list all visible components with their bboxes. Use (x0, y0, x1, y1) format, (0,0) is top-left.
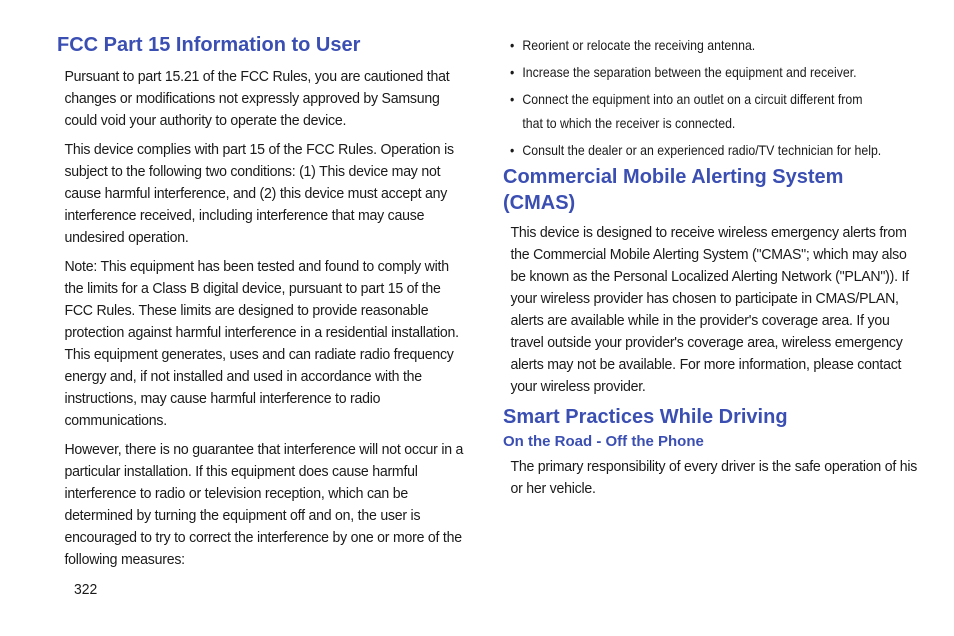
list-item: • Consult the dealer or an experienced radio/TV technician for help. (503, 138, 936, 162)
list-item: • Reorient or relocate the receiving antenna. (503, 33, 936, 57)
bullet-icon: • (510, 142, 515, 158)
interference-measures-list (503, 33, 917, 162)
right-column (503, 33, 917, 500)
bullet-icon: • (510, 91, 515, 107)
left-column (57, 32, 463, 571)
bullet-icon: • (510, 37, 515, 53)
page-number: 322 (74, 581, 98, 598)
smart-practices-heading: Smart Practices While Driving (503, 406, 788, 428)
cmas-paragraph: This device is designed to receive wireless emergency alerts from the Commercial Mobile Alerting System ("CMAS"; which may also be known as the Personal Localized Alerting Network ("PLAN")). If your wireless provider has chosen to participate in CMAS/PLAN, alerts are available while in the provider's coverage area. If you travel outside your provider's coverage area, wireless emergency alerts may not be available. For more information, please contact your wireless provider. (510, 224, 909, 395)
bullet-icon: • (510, 64, 515, 80)
list-item: • Increase the separation between the equipment and receiver. (503, 60, 936, 84)
fcc-paragraph-2: This device complies with part 15 of the FCC Rules. Operation is subject to the following two conditions: (1) This device may not cause harmful interference, and (2) this device must accept any interference received, including interference that may cause undesired operation. (64, 141, 454, 246)
fcc-paragraph-1: Pursuant to part 15.21 of the FCC Rules, you are cautioned that changes or modifications not expressly approved by Samsung could void your authority to operate the device. (64, 68, 450, 129)
fcc-paragraph-4: However, there is no guarantee that interference will not occur in a particular installation. If this equipment does cause harmful interference to radio or television reception, which can be determined by turning the equipment off and on, the user is encouraged to try to correct the interference by one or more of the following measures: (64, 441, 464, 568)
list-item: • Connect the equipment into an outlet on a circuit different from that to which the receiver is connected. (503, 87, 936, 135)
smart-practices-paragraph: The primary responsibility of every driver is the safe operation of his or her vehicle. (510, 458, 918, 497)
fcc-paragraph-3: Note: This equipment has been tested and found to comply with the limits for a Class B digital device, pursuant to part 15 of the FCC Rules. These limits are designed to provide reasonable protection against harmful interference in a residential installation. This equipment generates, uses and can radiate radio frequency energy and, if not installed and used in accordance with the instructions, may cause harmful interference to radio communications. (64, 258, 459, 429)
fcc-heading: FCC Part 15 Information to User (57, 34, 361, 56)
smart-practices-subheading: On the Road - Off the Phone (503, 433, 704, 450)
cmas-heading: Commercial Mobile Alerting System (CMAS) (503, 166, 844, 214)
